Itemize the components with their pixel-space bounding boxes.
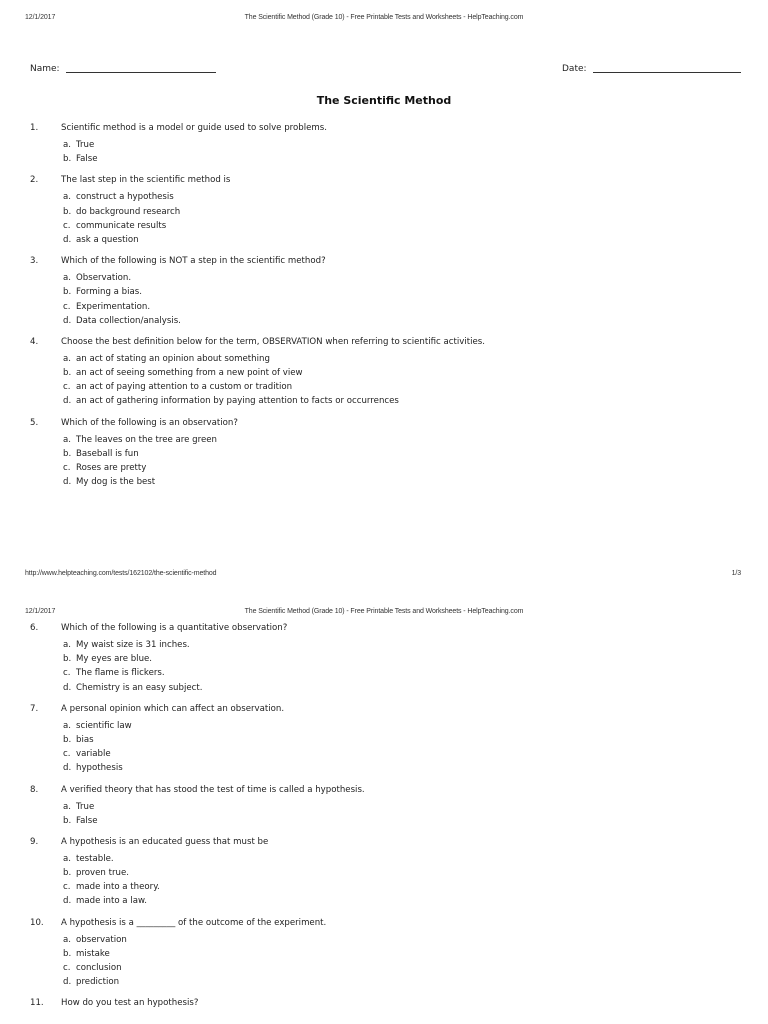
question-number: 4. (30, 336, 39, 347)
choice-letter: c. (63, 301, 71, 312)
question (0, 835, 768, 909)
date-field (562, 64, 741, 74)
footer-url: http://www.helpteaching.com/tests/162102/the-scientific-method (25, 570, 217, 577)
choice-letter: a. (63, 801, 71, 812)
question-text: The last step in the scientific method is (61, 175, 231, 186)
question (0, 173, 768, 247)
choice-text: False (76, 154, 98, 165)
question-text: How do you test an hypothesis? (61, 998, 199, 1009)
question-text: Choose the best definition below for the term, OBSERVATION when referring to scientific activities. (61, 336, 485, 347)
question-number: 8. (30, 784, 39, 795)
choice-text: an act of paying attention to a custom or tradition (76, 382, 293, 393)
answer-choice (0, 800, 768, 814)
choice-letter: c. (63, 382, 71, 393)
answer-choice (0, 205, 768, 219)
choice-text: made into a theory. (76, 882, 160, 893)
answer-choice (0, 961, 768, 975)
answer-choice (0, 152, 768, 166)
choice-letter: b. (63, 815, 72, 826)
choice-text: bias (76, 734, 94, 745)
choice-text: The leaves on the tree are green (76, 434, 217, 445)
question (0, 416, 768, 490)
choice-letter: b. (63, 287, 72, 298)
choice-text: observation (76, 934, 127, 945)
question (0, 783, 768, 828)
answer-choice (0, 285, 768, 299)
question-row (0, 173, 768, 187)
answer-choice (0, 352, 768, 366)
question-text: A hypothesis is a _________ of the outcome of the experiment. (61, 917, 327, 928)
print-date: 12/1/2017 (25, 608, 56, 615)
name-label: Name: (30, 64, 60, 74)
answer-choice (0, 747, 768, 761)
choice-letter: a. (63, 192, 71, 203)
choice-letter: d. (63, 763, 72, 774)
answer-choice (0, 138, 768, 152)
choice-text: hypothesis (76, 763, 123, 774)
choice-text: testable. (76, 853, 114, 864)
choice-letter: a. (63, 640, 71, 650)
choice-text: My eyes are blue. (76, 654, 153, 665)
answer-choices (0, 638, 768, 695)
choice-letter: b. (63, 448, 72, 459)
answer-choice (0, 866, 768, 880)
answer-choices (0, 852, 768, 909)
question-text: A hypothesis is an educated guess that must be (61, 836, 269, 847)
choice-text: variable (76, 749, 111, 760)
choice-letter: a. (63, 273, 71, 284)
answer-choice (0, 366, 768, 380)
question (0, 916, 768, 990)
choice-text: scientific law (76, 720, 132, 731)
choice-text: True (76, 801, 95, 812)
question-row (0, 702, 768, 716)
choice-text: The flame is flickers. (76, 668, 165, 679)
choice-letter: b. (63, 154, 72, 165)
choice-text: prediction (76, 977, 120, 988)
answer-choice (0, 394, 768, 408)
answer-choices (0, 352, 768, 409)
choice-letter: c. (63, 463, 71, 473)
choice-text: an act of seeing something from a new point of view (76, 368, 303, 379)
choice-letter: b. (63, 868, 72, 879)
answer-choices (0, 271, 768, 328)
choice-text: Forming a bias. (76, 287, 142, 298)
answer-choice (0, 666, 768, 680)
choice-letter: d. (63, 477, 72, 488)
answer-choice (0, 190, 768, 204)
choice-letter: d. (63, 315, 72, 326)
question-text: A personal opinion which can affect an observation. (61, 703, 285, 714)
choice-text: Observation. (76, 273, 132, 284)
print-header-title: The Scientific Method (Grade 10) - Free Printable Tests and Worksheets - HelpTeaching.com (244, 14, 524, 21)
question (0, 254, 768, 328)
footer-page-number: 1/3 (731, 570, 741, 577)
choice-letter: b. (63, 654, 72, 665)
question (0, 621, 768, 695)
question-text: Which of the following is a quantitative observation? (61, 623, 288, 633)
question-number: 1. (30, 123, 39, 133)
question-number: 9. (30, 836, 39, 847)
answer-choice (0, 380, 768, 394)
choice-text: made into a law. (76, 896, 147, 907)
question-number: 11. (30, 998, 44, 1009)
answer-choices (0, 800, 768, 828)
choice-letter: a. (63, 353, 71, 364)
date-label: Date: (562, 64, 587, 74)
choice-letter: a. (63, 434, 71, 445)
date-blank-line (593, 72, 741, 73)
answer-choice (0, 852, 768, 866)
answer-choice (0, 880, 768, 894)
answer-choices (0, 190, 768, 247)
choice-text: an act of gathering information by paying attention to facts or occurrences (76, 396, 399, 407)
choice-letter: a. (63, 934, 71, 945)
question-row (0, 783, 768, 797)
choice-text: conclusion (76, 963, 122, 973)
choice-letter: d. (63, 682, 72, 693)
choice-text: My waist size is 31 inches. (76, 640, 190, 650)
answer-choice (0, 475, 768, 489)
answer-choice (0, 975, 768, 989)
answer-choice (0, 681, 768, 695)
answer-choice (0, 719, 768, 733)
answer-choice (0, 733, 768, 747)
answer-choice (0, 447, 768, 461)
choice-letter: b. (63, 368, 72, 379)
question-row (0, 254, 768, 268)
page1-question-list (0, 121, 768, 489)
answer-choice (0, 314, 768, 328)
choice-letter: d. (63, 396, 72, 407)
choice-letter: d. (63, 896, 72, 907)
question-number: 3. (30, 256, 39, 267)
print-date: 12/1/2017 (25, 14, 56, 21)
question-number: 7. (30, 703, 39, 714)
choice-text: construct a hypothesis (76, 192, 174, 203)
choice-letter: c. (63, 220, 71, 231)
question-row (0, 621, 768, 635)
choice-text: Baseball is fun (76, 448, 139, 459)
question-number: 2. (30, 175, 39, 186)
choice-letter: a. (63, 853, 71, 864)
question (0, 335, 768, 409)
name-blank-line (66, 72, 216, 73)
worksheet-title: The Scientific Method (316, 94, 452, 107)
question-row (0, 996, 768, 1010)
question-number: 6. (30, 623, 39, 633)
choice-letter: c. (63, 668, 71, 679)
choice-letter: b. (63, 734, 72, 745)
question-row (0, 121, 768, 135)
choice-text: Experimentation. (76, 301, 151, 312)
answer-choices (0, 138, 768, 166)
question-row (0, 835, 768, 849)
choice-text: False (76, 815, 98, 826)
choice-text: ask a question (76, 234, 139, 245)
answer-choice (0, 933, 768, 947)
choice-letter: b. (63, 948, 72, 959)
answer-choice (0, 433, 768, 447)
choice-text: an act of stating an opinion about something (76, 353, 270, 364)
answer-choice (0, 233, 768, 247)
name-field (30, 64, 216, 74)
answer-choices (0, 933, 768, 990)
question (0, 121, 768, 166)
answer-choice (0, 814, 768, 828)
choice-text: proven true. (76, 868, 129, 879)
choice-text: do background research (76, 206, 181, 217)
choice-text: True (76, 140, 95, 150)
question-row (0, 416, 768, 430)
choice-letter: b. (63, 206, 72, 217)
question-text: Which of the following is an observation? (61, 417, 238, 428)
choice-letter: a. (63, 720, 71, 731)
question-text: Scientific method is a model or guide used to solve problems. (61, 123, 327, 133)
choice-letter: a. (63, 140, 71, 150)
answer-choice (0, 271, 768, 285)
print-header-title: The Scientific Method (Grade 10) - Free Printable Tests and Worksheets - HelpTeaching.com (244, 608, 524, 615)
question-number: 5. (30, 417, 39, 428)
answer-choice (0, 461, 768, 475)
answer-choice (0, 761, 768, 775)
choice-text: communicate results (76, 220, 167, 231)
answer-choice (0, 947, 768, 961)
question-row (0, 916, 768, 930)
answer-choice (0, 652, 768, 666)
choice-letter: d. (63, 234, 72, 245)
question-text: Which of the following is NOT a step in the scientific method? (61, 256, 326, 267)
answer-choices (0, 719, 768, 776)
choice-text: mistake (76, 948, 110, 959)
answer-choice (0, 300, 768, 314)
choice-letter: d. (63, 977, 72, 988)
choice-letter: c. (63, 963, 71, 973)
question (0, 996, 768, 1010)
answer-choice (0, 894, 768, 908)
question (0, 702, 768, 776)
choice-text: Chemistry is an easy subject. (76, 682, 203, 693)
choice-text: Data collection/analysis. (76, 315, 181, 326)
question-number: 10. (30, 917, 44, 928)
page2-question-list (0, 621, 768, 1010)
answer-choice (0, 219, 768, 233)
choice-letter: c. (63, 749, 71, 760)
choice-text: My dog is the best (76, 477, 156, 488)
question-text: A verified theory that has stood the test of time is called a hypothesis. (61, 784, 365, 795)
question-row (0, 335, 768, 349)
answer-choices (0, 433, 768, 490)
answer-choice (0, 638, 768, 652)
choice-text: Roses are pretty (76, 463, 147, 473)
choice-letter: c. (63, 882, 71, 893)
